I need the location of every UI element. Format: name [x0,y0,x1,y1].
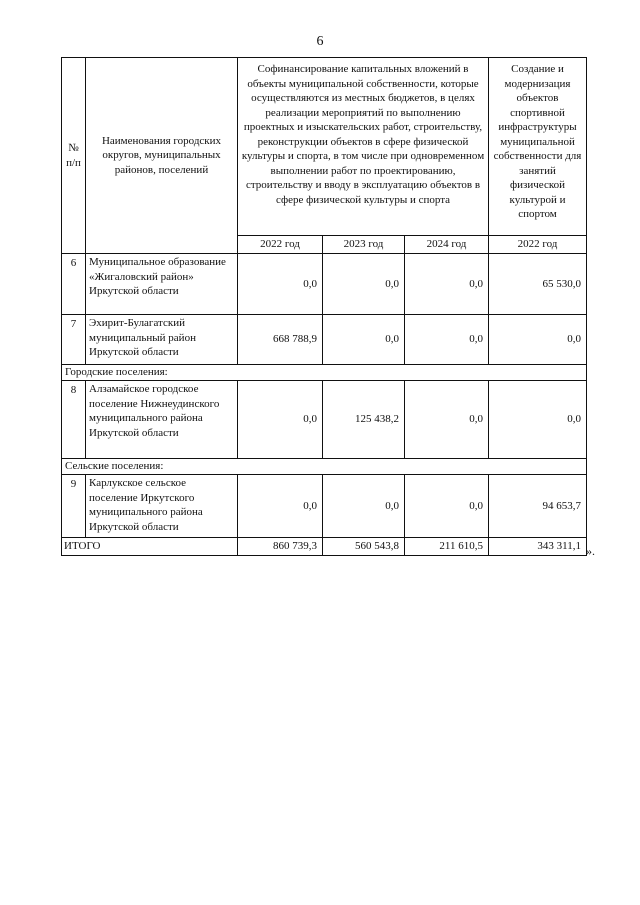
row-value: 0,0 [489,315,587,365]
row-value: 125 438,2 [323,381,405,459]
row-value: 0,0 [238,475,323,538]
row-name: Карлукское сельское поселение Иркутского муниципального района Иркутской области [86,475,238,538]
row-name: Алзамайское городское поселение Нижнеудинского муниципального района Иркутской области [86,381,238,459]
row-value: 0,0 [405,254,489,315]
header-year: 2022 год [238,236,323,254]
subsidy-table [61,57,587,556]
row-num: 8 [62,381,86,459]
header-creation: Создание и модернизация объектов спортивной инфраструктуры муниципальной собственности для занятий физической культурой и спортом [489,58,587,236]
row-num: 9 [62,475,86,538]
header-name: Наименования городских округов, муниципальных районов, поселений [86,58,238,254]
row-num: 6 [62,254,86,315]
table-row [62,315,587,365]
header-year: 2023 год [323,236,405,254]
total-value: 343 311,1 [489,538,587,556]
row-value: 0,0 [405,475,489,538]
row-value: 668 788,9 [238,315,323,365]
header-year: 2022 год [489,236,587,254]
row-value: 65 530,0 [489,254,587,315]
row-value: 94 653,7 [489,475,587,538]
header-row [62,58,587,236]
row-name: Эхирит-Булагатский муниципальный район Иркутской области [86,315,238,365]
total-row [62,538,587,556]
total-label: ИТОГО [62,538,238,556]
row-name: Муниципальное образование «Жигаловский район» Иркутской области [86,254,238,315]
table-row [62,381,587,459]
section-label: Сельские поселения: [62,459,587,475]
table-row [62,254,587,315]
section-row-urban [62,365,587,381]
total-value: 860 739,3 [238,538,323,556]
page-number: 6 [316,34,324,49]
row-num: 7 [62,315,86,365]
section-row-rural [62,459,587,475]
header-cofinancing: Софинансирование капитальных вложений в объекты муниципальной собственности, которые осуществляются из местных бюджетов, в целях реализации мероприятий по выполнению проектных и изыскательских работ, строительству, реконструкции объектов в сфере физической культуры и спорта, в том числе при одновременном выполнении работ по проектированию, строительству и вводу в эксплуатацию объектов в сфере физической культуры и спорта [238,58,489,236]
total-value: 211 610,5 [405,538,489,556]
row-value: 0,0 [405,381,489,459]
row-value: 0,0 [238,381,323,459]
table-row [62,475,587,538]
row-value: 0,0 [238,254,323,315]
row-value: 0,0 [489,381,587,459]
closing-quote-mark: ». [586,544,595,558]
row-value: 0,0 [405,315,489,365]
total-value: 560 543,8 [323,538,405,556]
row-value: 0,0 [323,315,405,365]
header-num: № п/п [62,58,86,254]
row-value: 0,0 [323,254,405,315]
section-label: Городские поселения: [62,365,587,381]
header-year: 2024 год [405,236,489,254]
row-value: 0,0 [323,475,405,538]
